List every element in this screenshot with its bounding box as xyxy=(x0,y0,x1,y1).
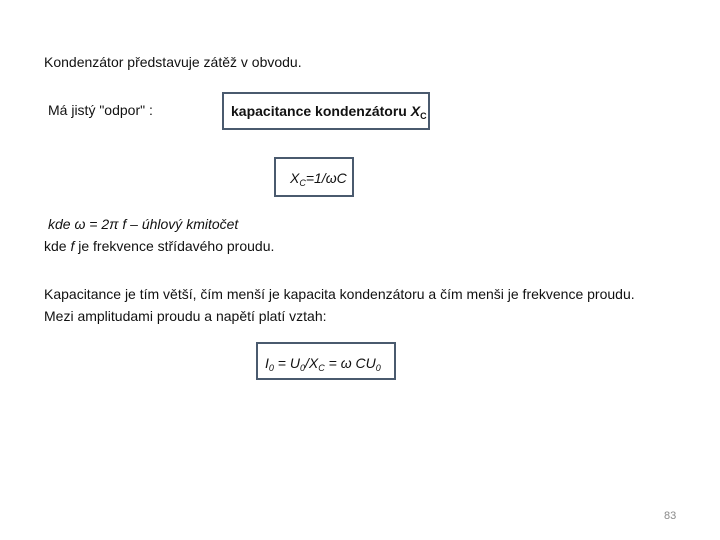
formula-xc-sub: C xyxy=(299,178,306,188)
formula-u2-sub: 0 xyxy=(375,363,381,373)
frequency-post: je frekvence střídavého proudu. xyxy=(74,238,275,254)
formula-u2: U xyxy=(365,355,376,371)
formula-xc xyxy=(290,169,347,187)
resistance-label: Má jistý "odpor" : xyxy=(48,102,153,118)
capacitance-var: X xyxy=(410,103,421,119)
intro-line: Kondenzátor představuje zátěž v obvodu. xyxy=(44,54,302,70)
page-number: 83 xyxy=(664,510,677,522)
capacitance-text: kapacitance kondenzátoru xyxy=(231,103,411,119)
frequency-var: f xyxy=(70,238,75,254)
formula-xc-rest: =1/ωC xyxy=(305,170,347,186)
formula-box-xc xyxy=(274,157,354,197)
amplitude-paragraph: Mezi amplitudami proudu a napětí platí vztah: xyxy=(44,308,327,324)
formula-i-sub: 0 xyxy=(268,363,274,373)
capacitance-box xyxy=(222,92,430,130)
capacitance-sub: C xyxy=(420,111,427,121)
capacitance-paragraph: Kapacitance je tím větší, čím menší je kapacita kondenzátoru a čím menši je frekvence proudu. xyxy=(44,286,635,302)
formula-slash: / xyxy=(305,355,309,371)
frequency-pre: kde xyxy=(44,238,71,254)
formula-x: X xyxy=(308,355,319,371)
formula-i: I xyxy=(265,355,269,371)
capacitance-term xyxy=(231,102,427,120)
formula-current xyxy=(265,354,381,372)
formula-u-sub: 0 xyxy=(300,363,306,373)
formula-eq2: = ω C xyxy=(324,355,366,371)
formula-box-current xyxy=(256,342,396,380)
formula-eq1: = xyxy=(273,355,290,371)
formula-u: U xyxy=(289,355,300,371)
omega-definition: kde ω = 2π f – úhlový kmitočet xyxy=(48,216,239,232)
frequency-definition xyxy=(44,237,274,255)
formula-xc-var: X xyxy=(290,170,300,186)
formula-x-sub: C xyxy=(318,363,325,373)
